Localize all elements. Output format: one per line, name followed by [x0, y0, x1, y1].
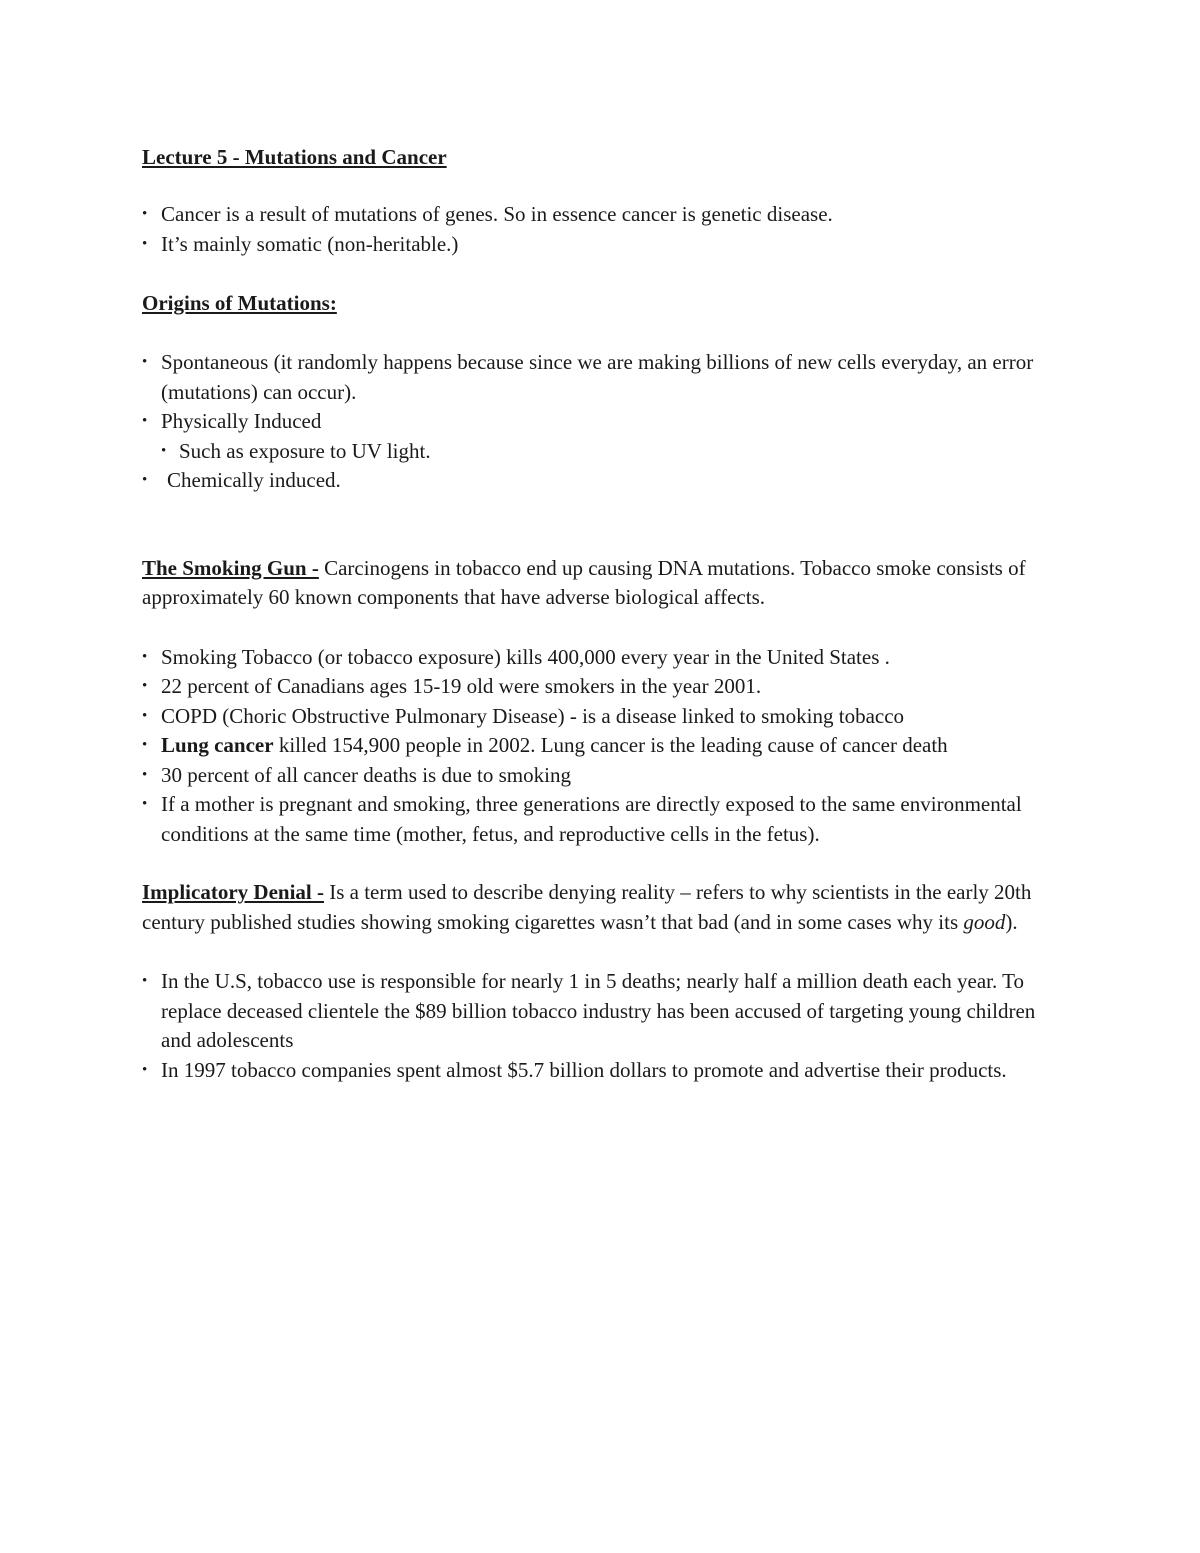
origins-heading: Origins of Mutations: — [142, 291, 337, 315]
lung-cancer-text: killed 154,900 people in 2002. Lung cancer is the leading cause of cancer death — [273, 733, 948, 757]
lung-cancer-bold: Lung cancer — [161, 733, 274, 757]
denial-lead: Implicatory Denial - — [142, 880, 324, 904]
page-title: Lecture 5 - Mutations and Cancer — [142, 145, 447, 169]
smoking-text: Carcinogens in tobacco end up causing DNA mutations. Tobacco smoke consists of approximately 60 known components that have adverse biological affects. — [142, 555, 1026, 609]
list-item — [142, 466, 1062, 496]
document-page — [142, 142, 1062, 1085]
denial-text: Is a term used to describe denying reality – refers to why scientists in the early 20th century published studies showing smoking cigarettes wasn’t that bad (and in some cases why its — [142, 880, 1032, 934]
denial-paragraph — [142, 878, 1062, 937]
list-item: • Spontaneous (it randomly happens because since we are making billions of new cells everyday, an error (mutations) can occur). — [142, 348, 1062, 407]
list-item — [142, 407, 1062, 466]
smoking-paragraph — [142, 554, 1062, 613]
list-item: • In the U.S, tobacco use is responsible for nearly 1 in 5 deaths; nearly half a million death each year. To replace deceased clientele the $89 billion tobacco industry has been accused of targeting young children and adolescents — [142, 967, 1062, 1056]
list-item: • If a mother is pregnant and smoking, three generations are directly exposed to the same environmental conditions at the same time (mother, fetus, and reproductive cells in the fetus). — [142, 790, 1062, 849]
denial-text-end: ). — [1005, 909, 1018, 934]
origins-list — [142, 348, 1062, 496]
list-item: • Cancer is a result of mutations of genes. So in essence cancer is genetic disease. — [142, 200, 1062, 230]
list-item: • Smoking Tobacco (or tobacco exposure) kills 400,000 every year in the United States . — [142, 643, 1062, 673]
intro-list — [142, 200, 1062, 259]
list-item: • COPD (Choric Obstructive Pulmonary Disease) - is a disease linked to smoking tobacco — [142, 702, 1062, 732]
list-item: • In 1997 tobacco companies spent almost $5.7 billion dollars to promote and advertise their products. — [142, 1056, 1062, 1086]
list-item: • Such as exposure to UV light. — [161, 437, 1062, 467]
denial-list — [142, 967, 1062, 1085]
list-item: • It’s mainly somatic (non-heritable.) — [142, 230, 1062, 260]
smoking-list — [142, 643, 1062, 850]
list-item: • 30 percent of all cancer deaths is due to smoking — [142, 761, 1062, 791]
list-item: • 22 percent of Canadians ages 15-19 old were smokers in the year 2001. — [142, 672, 1062, 702]
list-item — [142, 731, 1062, 761]
smoking-lead: The Smoking Gun - — [142, 555, 319, 580]
origins-sublist — [161, 437, 1062, 467]
denial-italic: good — [963, 909, 1006, 934]
list-item-label: Physically Induced — [161, 409, 322, 433]
list-item-label: Chemically induced. — [167, 468, 341, 492]
